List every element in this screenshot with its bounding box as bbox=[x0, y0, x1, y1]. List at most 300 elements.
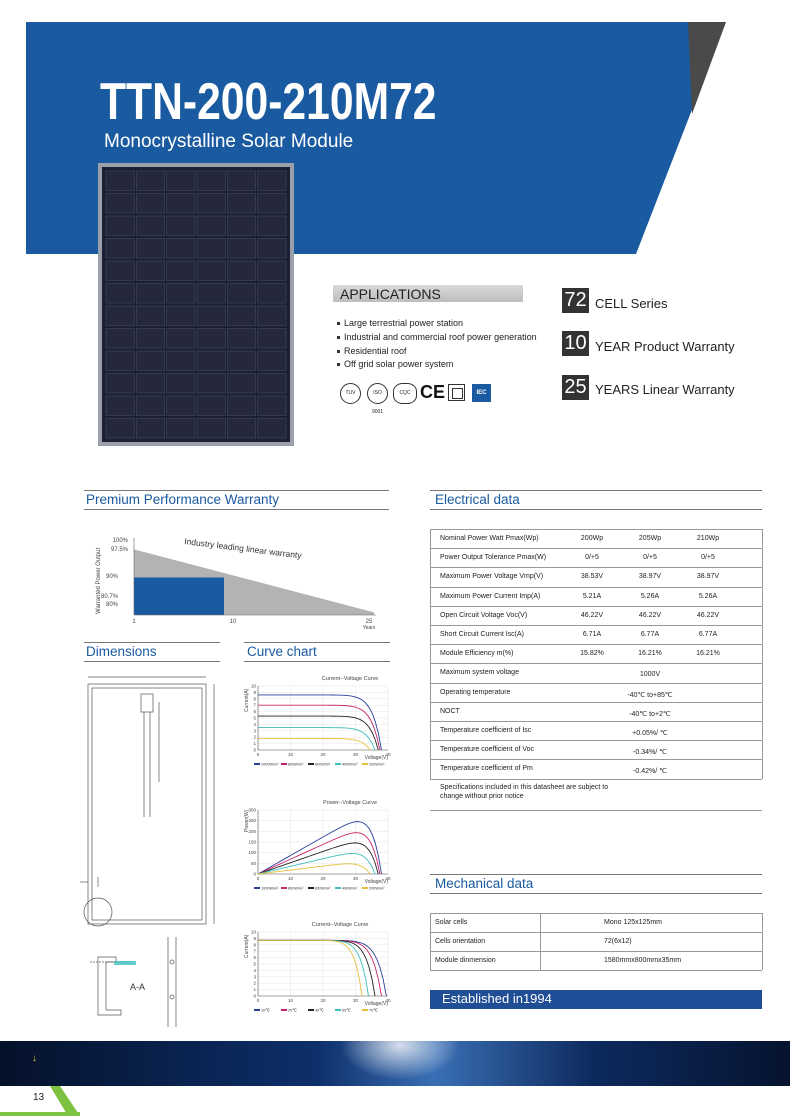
y-tick-label: 0 bbox=[253, 747, 256, 753]
electrical-row-value: 6.77A bbox=[640, 631, 660, 638]
table-rule bbox=[430, 970, 762, 971]
solar-cell bbox=[106, 261, 134, 281]
solar-cell bbox=[167, 284, 195, 304]
legend-label: 40℃ bbox=[315, 1008, 324, 1013]
table-rule bbox=[430, 759, 762, 760]
module-dimension-drawing bbox=[76, 672, 226, 1027]
legend-label: 600W/m² bbox=[315, 762, 331, 767]
legend-label: 800W/m² bbox=[288, 762, 304, 767]
warranty-x-unit: Years bbox=[362, 625, 376, 630]
pv-legend bbox=[254, 887, 385, 891]
product-warranty-label: YEAR Product Warranty bbox=[595, 339, 735, 354]
section-label: A-A bbox=[130, 982, 146, 992]
warranty-y-tick: 90% bbox=[105, 574, 118, 580]
ivt-plot-area bbox=[251, 930, 391, 1004]
solar-cell bbox=[136, 284, 164, 304]
warranty-y-tick: 100% bbox=[112, 538, 128, 544]
x-tick-label: 10 bbox=[287, 998, 294, 1003]
solar-cell bbox=[136, 306, 164, 326]
electrical-row-value: 0/+5 bbox=[585, 554, 599, 562]
legend-label: 200W/m² bbox=[369, 886, 385, 891]
application-text: Large terrestrial power station bbox=[344, 318, 464, 328]
model-title: TTN-200-210M72 bbox=[100, 73, 437, 131]
solar-cell bbox=[197, 171, 225, 191]
solar-cell bbox=[167, 216, 195, 236]
table-rule bbox=[430, 721, 762, 722]
model-subtitle: Monocrystalline Solar Module bbox=[104, 131, 354, 152]
x-tick-label: 20 bbox=[320, 998, 326, 1003]
solar-cell bbox=[227, 239, 255, 259]
curve-top-rule bbox=[244, 642, 390, 643]
solar-cell bbox=[227, 194, 255, 214]
application-item bbox=[337, 332, 537, 342]
electrical-row-label: Temperature coefficient of Isc bbox=[440, 727, 532, 734]
iv-y-label: Current(A) bbox=[244, 688, 250, 712]
solar-cell bbox=[227, 419, 255, 439]
y-tick-label: 9 bbox=[253, 689, 256, 695]
junction-box bbox=[141, 694, 153, 712]
pv-y-label: Power(W) bbox=[244, 809, 250, 832]
legend-swatch bbox=[254, 1009, 260, 1011]
solar-cell bbox=[197, 374, 225, 394]
warranty-top-rule bbox=[84, 490, 389, 491]
y-tick-label: 9 bbox=[253, 935, 256, 941]
series-line bbox=[258, 940, 369, 996]
iv-chart-title: Current--Voltage Curve bbox=[321, 676, 379, 682]
y-tick-label: 8 bbox=[253, 696, 256, 702]
y-tick-label: 6 bbox=[253, 955, 256, 961]
warranty-title: Premium Performance Warranty bbox=[86, 492, 280, 507]
iv-temperature-chart bbox=[240, 918, 395, 1023]
electrical-row-label: Short Circuit Current Isc(A) bbox=[440, 631, 525, 638]
x-tick-label: 30 bbox=[352, 752, 359, 757]
linear-warranty-label: YEARS Linear Warranty bbox=[595, 382, 735, 397]
solar-cell bbox=[136, 419, 164, 439]
applications-title: APPLICATIONS bbox=[340, 286, 441, 302]
bullet-icon bbox=[337, 363, 340, 366]
x-tick-label: 10 bbox=[287, 876, 294, 881]
solar-cell bbox=[258, 239, 286, 259]
frame-section-profile bbox=[98, 957, 121, 1015]
legend-label: 200W/m² bbox=[369, 762, 385, 767]
solar-cell bbox=[167, 261, 195, 281]
solar-cell bbox=[197, 194, 225, 214]
frame-inner bbox=[92, 688, 202, 920]
legend-label: 55℃ bbox=[342, 1008, 351, 1013]
class-ii-inner bbox=[452, 388, 463, 399]
mechanical-row-label: Module dinmension bbox=[435, 957, 496, 964]
electrical-row-label: Temperature coefficient of Pm bbox=[440, 765, 533, 773]
mounting-hole bbox=[170, 995, 174, 999]
electrical-row-value: 210Wp bbox=[696, 535, 720, 542]
bullet-icon bbox=[337, 322, 340, 325]
solar-cell bbox=[197, 284, 225, 304]
legend-label: 800W/m² bbox=[288, 886, 304, 891]
class-ii-icon bbox=[448, 384, 465, 401]
table-rule bbox=[430, 606, 762, 607]
mechanical-row-label: Cells orientation bbox=[435, 938, 486, 945]
solar-cell bbox=[258, 306, 286, 326]
solar-cell bbox=[167, 396, 195, 416]
mechanical-row-value: 72(6x12) bbox=[604, 938, 632, 945]
table-rule bbox=[430, 932, 762, 933]
series-line bbox=[258, 695, 382, 750]
solar-cell bbox=[258, 396, 286, 416]
solar-cell bbox=[258, 419, 286, 439]
electrical-row-value: 16.21% bbox=[696, 650, 720, 658]
legend-swatch bbox=[254, 887, 260, 889]
electrical-row-label: Nominal Power Watt Pmax(Wp) bbox=[440, 535, 539, 542]
solar-cell bbox=[106, 284, 134, 304]
solar-cell bbox=[258, 374, 286, 394]
series-line bbox=[258, 864, 370, 874]
application-item bbox=[337, 359, 453, 369]
solar-cell bbox=[227, 396, 255, 416]
mechanical-title: Mechanical data bbox=[435, 876, 534, 891]
electrical-row-value: 6.71A bbox=[582, 631, 602, 638]
ivt-y-label: Current(A) bbox=[244, 934, 250, 958]
application-text: Residential roof bbox=[344, 346, 407, 356]
table-rule bbox=[430, 529, 762, 530]
x-tick-label: 0 bbox=[256, 998, 260, 1003]
cqc-cert-icon: CQC bbox=[393, 383, 417, 404]
electrical-row-value: 38.97V bbox=[638, 573, 662, 581]
legend-label: 600W/m² bbox=[315, 886, 331, 891]
legend-label: 400W/m² bbox=[342, 762, 358, 767]
electrical-row-label: Operating temperature bbox=[440, 688, 511, 696]
electrical-row-value: 200Wp bbox=[580, 535, 604, 542]
electrical-row-value: +0.05%/ ℃ bbox=[632, 730, 668, 737]
mechanical-top-rule bbox=[430, 874, 762, 875]
table-border bbox=[430, 913, 431, 970]
table-border bbox=[762, 529, 763, 779]
solar-cell bbox=[167, 306, 195, 326]
mounting-hole bbox=[170, 960, 174, 964]
warranty-x-tick: 25 bbox=[365, 619, 373, 625]
electrical-note: Specifications included in this datasheet are subject to bbox=[440, 784, 609, 791]
pv-x-label: Voltage(V) bbox=[364, 879, 388, 885]
table-rule bbox=[430, 663, 762, 664]
y-tick-label: 3 bbox=[253, 728, 256, 734]
solar-cell bbox=[227, 284, 255, 304]
y-tick-label: 4 bbox=[253, 721, 256, 727]
series-line bbox=[258, 940, 375, 996]
pv-irradiance-chart bbox=[240, 796, 395, 896]
legend-swatch bbox=[335, 1009, 341, 1011]
iv-plot-area bbox=[251, 684, 391, 758]
solar-cell bbox=[136, 351, 164, 371]
table-rule bbox=[430, 548, 762, 549]
warranty-x-tick: 10 bbox=[229, 619, 237, 625]
solar-cell bbox=[136, 329, 164, 349]
solar-cell bbox=[106, 351, 134, 371]
iec-cert-icon: IEC bbox=[472, 384, 491, 402]
electrical-row-label: Maximum Power Voltage Vmp(V) bbox=[440, 573, 544, 581]
x-tick-label: 30 bbox=[352, 998, 359, 1003]
legend-label: 10℃ bbox=[261, 1008, 270, 1013]
solar-cell bbox=[197, 351, 225, 371]
electrical-row-value: 15.82% bbox=[580, 650, 604, 658]
electrical-row-value: 5.26A bbox=[698, 592, 718, 600]
x-tick-label: 20 bbox=[320, 752, 326, 757]
solar-cell bbox=[227, 171, 255, 191]
x-tick-label: 0 bbox=[256, 752, 260, 757]
ivt-x-label: Voltage(V) bbox=[364, 1001, 388, 1007]
solar-cell bbox=[197, 396, 225, 416]
table-divider bbox=[540, 913, 541, 970]
application-item bbox=[337, 346, 407, 356]
x-tick-label: 10 bbox=[287, 752, 294, 757]
legend-swatch bbox=[335, 763, 341, 765]
y-tick-label: 2 bbox=[253, 734, 256, 740]
solar-cell bbox=[136, 374, 164, 394]
electrical-row-value: -0.42%/ ℃ bbox=[633, 768, 667, 776]
electrical-row-value: -40℃ to+2℃ bbox=[629, 710, 671, 718]
y-tick-label: 10 bbox=[250, 683, 256, 689]
table-rule bbox=[430, 779, 762, 780]
warranty-chart bbox=[84, 530, 384, 630]
electrical-note: change without prior notice bbox=[440, 793, 524, 800]
ivt-chart-title: Current--Voltage Curve bbox=[311, 922, 369, 928]
banner-shadow bbox=[688, 22, 726, 114]
linear-warranty-number: 25 bbox=[562, 375, 589, 400]
electrical-row-label: Power Output Tolerance Pmax(W) bbox=[440, 554, 547, 562]
warranty-y-tick: 80.7% bbox=[100, 594, 118, 600]
electrical-bottom-rule bbox=[430, 509, 762, 510]
series-line bbox=[258, 716, 378, 750]
electrical-row-value: 46.22V bbox=[638, 611, 662, 619]
solar-cell bbox=[167, 239, 195, 259]
solar-cell bbox=[197, 239, 225, 259]
cell-series-label: CELL Series bbox=[595, 296, 668, 311]
dimensions-top-rule bbox=[84, 642, 220, 643]
solar-cell bbox=[136, 239, 164, 259]
legend-swatch bbox=[362, 1009, 368, 1011]
solar-cell bbox=[258, 284, 286, 304]
electrical-row-label: Open Circuit Voltage Voc(V) bbox=[440, 611, 528, 619]
mechanical-row-value: Mono 125x125mm bbox=[604, 919, 662, 926]
solar-cell bbox=[167, 351, 195, 371]
y-tick-label: 200 bbox=[248, 828, 256, 834]
y-tick-label: 2 bbox=[253, 980, 256, 986]
x-tick-label: 30 bbox=[352, 876, 359, 881]
solar-cell bbox=[106, 419, 134, 439]
electrical-row-value: 0/+5 bbox=[701, 554, 715, 562]
solar-cell bbox=[258, 329, 286, 349]
pv-chart-title: Power--Voltage Curve bbox=[323, 800, 377, 806]
mechanical-row-label: Solar cells bbox=[435, 919, 468, 926]
series-line bbox=[258, 940, 362, 996]
application-text: Industrial and commercial roof power generation bbox=[344, 332, 537, 342]
product-warranty-number: 10 bbox=[562, 331, 589, 356]
x-tick-label: 40 bbox=[385, 998, 391, 1003]
curve-bottom-rule bbox=[244, 661, 390, 662]
solar-cell bbox=[227, 216, 255, 236]
y-tick-label: 8 bbox=[253, 942, 256, 948]
y-tick-label: 0 bbox=[253, 871, 256, 877]
warranty-y-tick: 80% bbox=[105, 602, 118, 608]
solar-cell bbox=[197, 419, 225, 439]
solar-cell bbox=[197, 216, 225, 236]
solar-cell bbox=[136, 216, 164, 236]
page-number: 13 bbox=[33, 1092, 45, 1103]
footer-arrow-icon: ↓ bbox=[32, 1053, 37, 1064]
y-tick-label: 7 bbox=[253, 948, 256, 954]
electrical-row-value: 46.22V bbox=[580, 611, 604, 619]
application-text: Off grid solar power system bbox=[344, 359, 454, 369]
legend-label: 70℃ bbox=[369, 1008, 378, 1013]
solar-cell bbox=[227, 306, 255, 326]
legend-swatch bbox=[362, 887, 368, 889]
frame-outer bbox=[88, 684, 206, 924]
application-item bbox=[337, 318, 463, 328]
solar-cell bbox=[106, 171, 134, 191]
solar-cell bbox=[106, 329, 134, 349]
glass-layer bbox=[114, 961, 136, 965]
solar-cell bbox=[258, 194, 286, 214]
legend-swatch bbox=[308, 763, 314, 765]
legend-label: 400W/m² bbox=[342, 886, 358, 891]
dimensions-title: Dimensions bbox=[86, 644, 157, 659]
electrical-row-value: 6.77A bbox=[698, 631, 718, 638]
solar-cell bbox=[197, 306, 225, 326]
table-rule bbox=[430, 567, 762, 568]
established-text: Established in1994 bbox=[442, 991, 552, 1006]
solar-cell bbox=[136, 194, 164, 214]
electrical-row-value: -40℃ to+85℃ bbox=[627, 691, 673, 699]
electrical-row-value: 16.21% bbox=[638, 650, 662, 658]
solar-cell bbox=[136, 171, 164, 191]
pv-plot-area bbox=[248, 808, 391, 882]
solar-cell bbox=[258, 216, 286, 236]
solar-cell bbox=[167, 329, 195, 349]
legend-swatch bbox=[308, 1009, 314, 1011]
iso-cert-icon: ISO 9001 bbox=[367, 383, 388, 404]
y-tick-label: 4 bbox=[253, 967, 256, 973]
ce-mark-icon: CE bbox=[420, 382, 446, 402]
electrical-row-label: Module Efficiency m(%) bbox=[440, 650, 514, 658]
table-border bbox=[430, 529, 431, 779]
y-tick-label: 7 bbox=[253, 702, 256, 708]
iv-legend bbox=[254, 763, 385, 767]
warranty-bottom-rule bbox=[84, 509, 389, 510]
warranty-x-tick: 1 bbox=[132, 619, 136, 625]
iv-irradiance-chart bbox=[240, 672, 395, 772]
y-tick-label: 100 bbox=[248, 850, 256, 856]
legend-swatch bbox=[281, 887, 287, 889]
y-tick-label: 150 bbox=[248, 839, 256, 845]
x-tick-label: 40 bbox=[385, 752, 391, 757]
solar-cell bbox=[167, 374, 195, 394]
legend-label: 25℃ bbox=[288, 1008, 297, 1013]
solar-cell bbox=[167, 171, 195, 191]
electrical-row-label: Temperature coefficient of Voc bbox=[440, 746, 535, 754]
table-rule bbox=[430, 625, 762, 626]
electrical-row-value: -0.34%/ ℃ bbox=[633, 749, 667, 757]
solar-cell bbox=[167, 419, 195, 439]
table-rule bbox=[430, 683, 762, 684]
bullet-icon bbox=[337, 350, 340, 353]
mechanical-row-value: 1580mmx800mmx35mm bbox=[604, 957, 682, 964]
solar-cell bbox=[258, 171, 286, 191]
table-rule bbox=[430, 702, 762, 703]
solar-cell bbox=[167, 194, 195, 214]
dimensions-bottom-rule bbox=[84, 661, 220, 662]
y-tick-label: 5 bbox=[253, 961, 256, 967]
table-rule bbox=[430, 913, 762, 914]
series-line bbox=[258, 738, 370, 750]
y-tick-label: 300 bbox=[248, 807, 256, 813]
solar-cell bbox=[106, 374, 134, 394]
solar-cell bbox=[136, 261, 164, 281]
y-tick-label: 1 bbox=[253, 987, 256, 993]
x-tick-label: 40 bbox=[385, 876, 391, 881]
electrical-title: Electrical data bbox=[435, 492, 520, 507]
table-rule bbox=[430, 644, 762, 645]
y-tick-label: 0 bbox=[253, 993, 256, 999]
warranty-annotation: Industry leading linear warranty bbox=[183, 536, 303, 561]
y-tick-label: 3 bbox=[253, 974, 256, 980]
solar-cell bbox=[136, 396, 164, 416]
tuv-cert-icon: TUV bbox=[340, 383, 361, 404]
y-tick-label: 50 bbox=[250, 860, 256, 866]
legend-swatch bbox=[281, 763, 287, 765]
warranty-y-label: Warranted Power Output bbox=[96, 547, 102, 614]
x-tick-label: 0 bbox=[256, 876, 260, 881]
solar-cell bbox=[227, 261, 255, 281]
bullet-icon bbox=[337, 336, 340, 339]
solar-cell bbox=[227, 329, 255, 349]
y-tick-label: 10 bbox=[250, 929, 256, 935]
x-tick-label: 20 bbox=[320, 876, 326, 881]
electrical-top-rule bbox=[430, 490, 762, 491]
electrical-row-label: NOCT bbox=[440, 707, 460, 715]
electrical-row-label: Maximum Power Current Imp(A) bbox=[440, 592, 541, 600]
solar-panel-image bbox=[98, 163, 294, 446]
table-rule bbox=[430, 951, 762, 952]
iv-x-label: Voltage(V) bbox=[364, 755, 388, 761]
legend-swatch bbox=[254, 763, 260, 765]
footer-earth-band bbox=[0, 1041, 790, 1086]
y-tick-label: 250 bbox=[248, 818, 256, 824]
legend-swatch bbox=[308, 887, 314, 889]
table-rule bbox=[430, 587, 762, 588]
solar-cell bbox=[106, 216, 134, 236]
mechanical-bottom-rule bbox=[430, 893, 762, 894]
y-tick-label: 1 bbox=[253, 741, 256, 747]
cell-series-number: 72 bbox=[562, 288, 589, 313]
electrical-row-value: 1000V bbox=[639, 671, 661, 679]
curve-title: Curve chart bbox=[247, 644, 317, 659]
solar-cell bbox=[197, 329, 225, 349]
solar-cell bbox=[258, 261, 286, 281]
y-tick-label: 5 bbox=[253, 715, 256, 721]
warranty-y-tick: 97.5% bbox=[110, 547, 128, 553]
electrical-row-label: Maximum system voltage bbox=[440, 669, 519, 677]
footer-glow bbox=[330, 1041, 470, 1086]
solar-cell bbox=[106, 194, 134, 214]
solar-cell bbox=[106, 306, 134, 326]
ivt-legend bbox=[254, 1009, 378, 1013]
solar-cell bbox=[197, 261, 225, 281]
solar-cell bbox=[258, 351, 286, 371]
electrical-row-value: 205Wp bbox=[638, 535, 662, 542]
legend-swatch bbox=[362, 763, 368, 765]
table-border bbox=[762, 913, 763, 970]
electrical-row-value: 38.53V bbox=[580, 573, 604, 581]
solar-cell bbox=[227, 374, 255, 394]
legend-swatch bbox=[281, 1009, 287, 1011]
